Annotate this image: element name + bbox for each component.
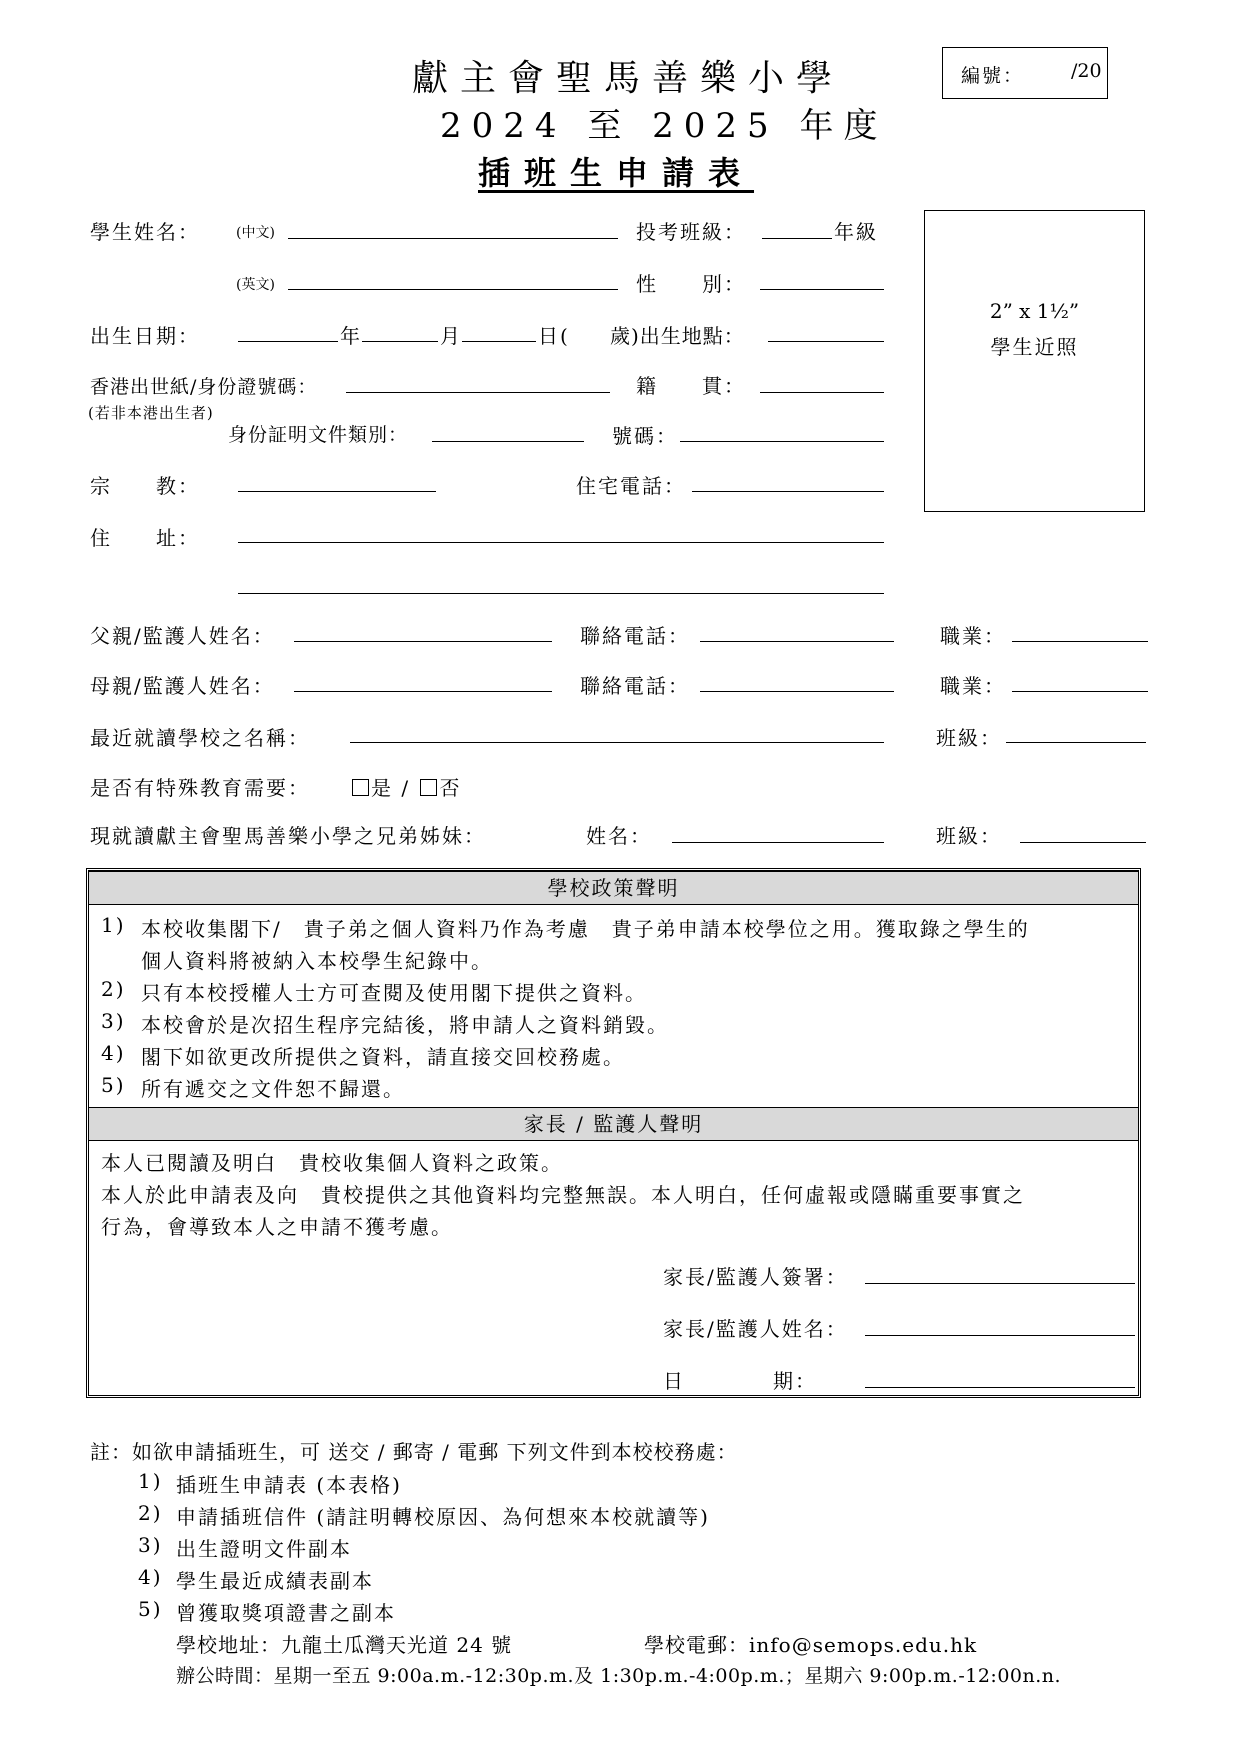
dob-label: 出生日期： bbox=[90, 324, 200, 348]
age-birthplace-label: 歲)出生地點： bbox=[610, 324, 745, 348]
note-1-num: 1) bbox=[138, 1469, 163, 1493]
parent-decl-title: 家長 / 監護人聲明 bbox=[89, 1107, 1138, 1141]
doc-number-field[interactable] bbox=[680, 441, 884, 442]
dob-day-field[interactable] bbox=[462, 341, 536, 342]
school-name: 獻主會聖馬善樂小學 bbox=[412, 58, 845, 99]
policy-item-1-num: 1) bbox=[101, 913, 126, 937]
religion-label: 宗 教： bbox=[90, 474, 200, 498]
chinese-tag: (中文) bbox=[236, 225, 275, 241]
father-phone-field[interactable] bbox=[700, 641, 894, 642]
mother-phone-field[interactable] bbox=[700, 691, 894, 692]
dob-year-field[interactable] bbox=[238, 341, 338, 342]
religion-field[interactable] bbox=[238, 491, 436, 492]
office-hours: 辦公時間：星期一至五 9:00a.m.-12:30p.m.及 1:30p.m.-4:00p.m.；星期六 9:00p.m.-12:00n.n. bbox=[176, 1665, 1062, 1687]
special-needs-label: 是否有特殊教育需要： bbox=[90, 776, 310, 800]
mother-phone-label: 聯絡電話： bbox=[580, 674, 690, 698]
form-number-label: 編號： bbox=[961, 65, 1025, 87]
school-address: 學校地址：九龍土瓜灣天光道 24 號 bbox=[176, 1633, 513, 1657]
policy-item-2-num: 2) bbox=[101, 977, 126, 1001]
dob-month-label: 月 bbox=[440, 324, 462, 348]
policy-item-3: 本校會於是次招生程序完結後，將申請人之資料銷毀。 bbox=[141, 1013, 669, 1037]
yes-checkbox[interactable] bbox=[352, 779, 369, 796]
note-2: 申請插班信件 (請註明轉校原因、為何想來本校就讀等) bbox=[176, 1505, 710, 1529]
policy-item-5-num: 5) bbox=[101, 1073, 126, 1097]
notes-intro: 註：如欲申請插班生，可 送交 / 郵寄 / 電郵 下列文件到本校校務處： bbox=[90, 1440, 738, 1464]
address-field-2[interactable] bbox=[238, 593, 884, 594]
form-title: 插班生申請表 bbox=[478, 154, 755, 192]
student-name-label: 學生姓名： bbox=[90, 220, 200, 244]
yes-label: 是 bbox=[371, 776, 393, 800]
photo-size: 2” x 1½” bbox=[989, 299, 1080, 323]
option-separator: / bbox=[393, 776, 419, 800]
note-2-num: 2) bbox=[138, 1501, 163, 1525]
address-label: 住 址： bbox=[90, 526, 200, 550]
sibling-class-field[interactable] bbox=[1020, 842, 1146, 843]
note-3-num: 3) bbox=[138, 1533, 163, 1557]
father-name-field[interactable] bbox=[294, 641, 552, 642]
parent-decl-line2: 本人於此申請表及向 貴校提供之其他資料均完整無誤。本人明白，任何虛報或隱瞞重要事實之 bbox=[101, 1183, 1025, 1207]
policy-item-5: 所有遞交之文件恕不歸還。 bbox=[141, 1077, 405, 1101]
last-school-field[interactable] bbox=[350, 742, 884, 743]
policy-title: 學校政策聲明 bbox=[89, 871, 1138, 905]
chinese-name-field[interactable] bbox=[288, 238, 618, 239]
policy-item-4-num: 4) bbox=[101, 1041, 126, 1065]
sibling-name-label: 姓名： bbox=[586, 824, 652, 848]
policy-item-3-num: 3) bbox=[101, 1009, 126, 1033]
native-place-label: 籍 貫： bbox=[636, 374, 746, 398]
no-checkbox[interactable] bbox=[420, 779, 437, 796]
sex-label: 性 別： bbox=[636, 272, 746, 296]
sex-field[interactable] bbox=[760, 289, 884, 290]
english-tag: (英文) bbox=[236, 277, 275, 293]
policy-item-1: 本校收集閣下/ 貴子弟之個人資料乃作為考慮 貴子弟申請本校學位之用。獲取錄之學生的 bbox=[141, 917, 1030, 941]
id-number-label: 香港出世紙/身份證號碼： bbox=[90, 376, 318, 398]
signature-label: 家長/監護人簽署： bbox=[663, 1265, 848, 1289]
grade-applied-field[interactable] bbox=[762, 238, 832, 239]
parent-decl-line3: 行為，會導致本人之申請不獲考慮。 bbox=[101, 1215, 453, 1239]
id-doc-type-label: 身份証明文件類別： bbox=[228, 424, 409, 446]
form-number-box[interactable] bbox=[942, 47, 1108, 99]
date-field[interactable] bbox=[865, 1387, 1135, 1388]
note-1: 插班生申請表 (本表格) bbox=[176, 1473, 402, 1497]
father-occupation-label: 職業： bbox=[940, 624, 1006, 648]
photo-box[interactable] bbox=[924, 210, 1145, 512]
birthplace-field[interactable] bbox=[768, 341, 884, 342]
policy-item-1-cont: 個人資料將被納入本校學生紀錄中。 bbox=[141, 949, 493, 973]
english-name-field[interactable] bbox=[288, 289, 618, 290]
form-number-suffix: /20 bbox=[1071, 60, 1102, 82]
mother-occupation-label: 職業： bbox=[940, 674, 1006, 698]
dob-month-field[interactable] bbox=[362, 341, 438, 342]
policy-item-4: 閣下如欲更改所提供之資料，請直接交回校務處。 bbox=[141, 1045, 625, 1069]
note-5-num: 5) bbox=[138, 1597, 163, 1621]
date-label: 日 期： bbox=[663, 1369, 817, 1393]
note-5: 曾獲取獎項證書之副本 bbox=[176, 1601, 396, 1625]
sibling-class-label: 班級： bbox=[936, 824, 1002, 848]
parent-name-field[interactable] bbox=[865, 1335, 1135, 1336]
last-school-class-field[interactable] bbox=[1006, 742, 1146, 743]
mother-occupation-field[interactable] bbox=[1012, 691, 1148, 692]
last-school-class-label: 班級： bbox=[936, 726, 1002, 750]
school-email: 學校電郵：info@semops.edu.hk bbox=[644, 1633, 978, 1657]
policy-item-2: 只有本校授權人士方可查閱及使用閣下提供之資料。 bbox=[141, 981, 647, 1005]
home-phone-field[interactable] bbox=[692, 491, 884, 492]
sibling-name-field[interactable] bbox=[672, 842, 884, 843]
id-doc-type-field[interactable] bbox=[432, 441, 584, 442]
signature-field[interactable] bbox=[865, 1283, 1135, 1284]
last-school-label: 最近就讀學校之名稱： bbox=[90, 726, 310, 750]
no-label: 否 bbox=[439, 776, 462, 800]
dob-year-label: 年 bbox=[340, 324, 362, 348]
special-needs-options bbox=[350, 772, 461, 801]
father-occupation-field[interactable] bbox=[1012, 641, 1148, 642]
native-place-field[interactable] bbox=[760, 392, 884, 393]
mother-name-field[interactable] bbox=[294, 691, 552, 692]
note-4-num: 4) bbox=[138, 1565, 163, 1589]
id-number-field[interactable] bbox=[346, 392, 610, 393]
address-field-1[interactable] bbox=[238, 542, 884, 543]
mother-name-label: 母親/監護人姓名： bbox=[90, 674, 275, 698]
academic-year: 2024 至 2025 年度 bbox=[440, 106, 888, 146]
parent-decl-line1: 本人已閱讀及明白 貴校收集個人資料之政策。 bbox=[101, 1151, 563, 1175]
declaration-box bbox=[86, 868, 1141, 1398]
photo-caption: 學生近照 bbox=[990, 335, 1079, 359]
father-phone-label: 聯絡電話： bbox=[580, 624, 690, 648]
grade-unit: 年級 bbox=[834, 220, 878, 244]
siblings-label: 現就讀獻主會聖馬善樂小學之兄弟姊妹： bbox=[90, 824, 486, 848]
doc-number-label: 號碼： bbox=[612, 424, 678, 448]
note-4: 學生最近成績表副本 bbox=[176, 1569, 374, 1593]
grade-applied-label: 投考班級： bbox=[636, 220, 746, 244]
non-hk-note: (若非本港出生者) bbox=[88, 404, 214, 422]
parent-name-label: 家長/監護人姓名： bbox=[663, 1317, 848, 1341]
home-phone-label: 住宅電話： bbox=[576, 474, 686, 498]
father-name-label: 父親/監護人姓名： bbox=[90, 624, 275, 648]
dob-day-label: 日( bbox=[538, 324, 570, 348]
note-3: 出生證明文件副本 bbox=[176, 1537, 352, 1561]
